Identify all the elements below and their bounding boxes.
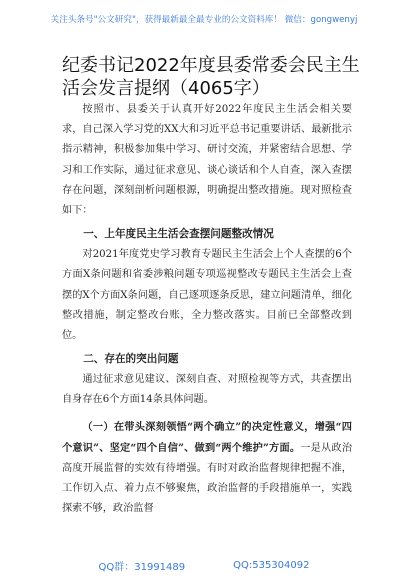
section2-paragraph: 通过征求意见建议、深刻自查、对照检视等方式，共查摆出自身存在6个方面14条具体问题。: [62, 374, 352, 406]
point1-paragraph: [62, 417, 352, 520]
document-body: [62, 100, 352, 520]
header-banner-text: 关注头条号"公文研究"，获得最新最全最专业的公文资料库！ 微信：gongwenyj: [50, 15, 358, 25]
section2-heading: 二、存在的突出问题: [83, 353, 179, 366]
document-title: 纪委书记2022年度县委常委会民主生活会发言提纲（4065字）: [62, 55, 360, 99]
footer-banner: [0, 550, 408, 580]
section1-paragraph: 对2021年度党史学习教育专题民主生活会上个人查摆的6个方面X条问题和省委涉粮问题专项巡视整改专题民主生活会上查摆的X个方面X条问题，自己逐项逐条反思，建立问题清单，细化整改措施，制定整改台账，全力整改落实。目前已全部整改到位。: [62, 249, 352, 342]
section1-heading: 一、上年度民主生活会查摆问题整改情况: [83, 228, 274, 241]
footer-qq-group: QQ群：31991489: [98, 561, 186, 573]
point1-text: 一是从政治高度开展监督的实效有待增强。有时对政治监督规律把握不准，工作切入点、着力点不够聚焦，政治监督的手段措施单一，实践探索不够，政治监督: [62, 442, 353, 515]
point1-heading: （一）在带头深刻领悟“两个确立”的决定性意义，增强“四个意识”、坚定“四个自信”、做到“两个维护”方面。: [62, 420, 352, 454]
footer-qq-contact: QQ:535304092: [233, 559, 310, 571]
intro-paragraph: 按照市、县委关于认真开好2022年度民主生活会相关要求，自己深入学习党的XX大和习近平总书记重要讲话、最新批示指示精神，积极参加集中学习、研讨交流，并紧密结合思想、学习和工作实际，通过征求意见、谈心谈话和个人自查，深入查摆存在问题，深刻剖析问题根源，明确提出整改措施。现对照检查如下：: [62, 104, 352, 217]
header-banner: [0, 0, 408, 38]
